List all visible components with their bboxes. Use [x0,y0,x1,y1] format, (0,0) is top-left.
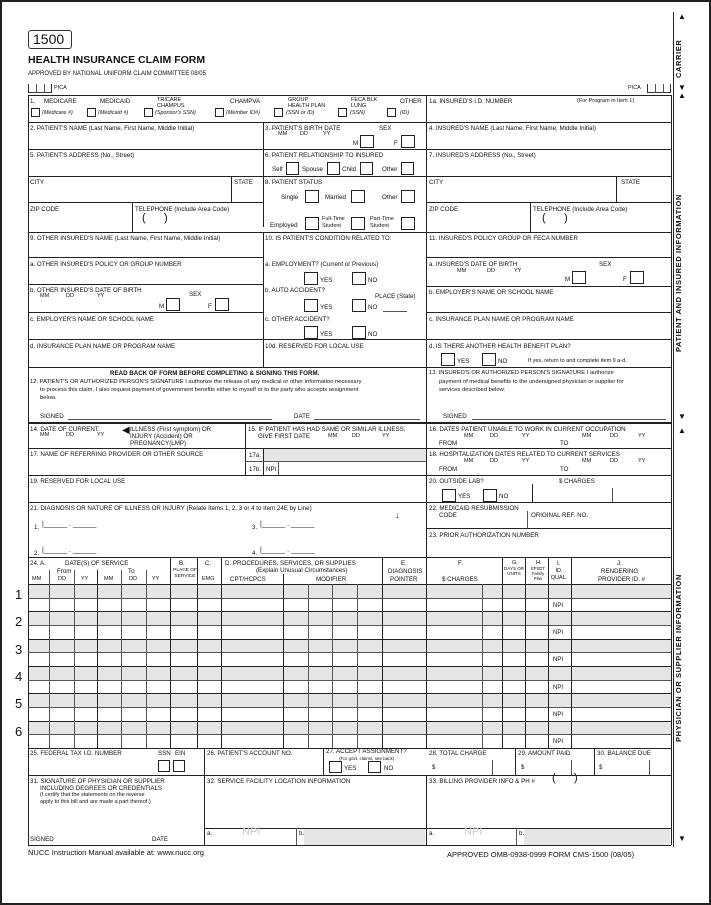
service-line-number: 4 [15,668,23,684]
billing-phone-parens[interactable]: ( ) [552,772,578,784]
patient-arrow-down-icon: ▼ [678,412,686,421]
diag2-field[interactable]: |______ . ______ [42,547,97,554]
diag1-field[interactable]: |______ . ______ [42,521,97,528]
group-plan-label: GROUP HEALTH PLAN [288,97,326,109]
service-line-npi-label: NPI [553,602,564,609]
auto-yes-checkbox[interactable] [304,299,318,312]
service-line-npi-label: NPI [553,629,564,636]
patient-phone-parens[interactable]: ( ) [142,212,168,224]
insured-sex-f-checkbox[interactable] [630,271,644,284]
patient-name-label: 2. PATIENT'S NAME (Last Name, First Name, Middle Initial) [30,125,195,132]
another-plan-no-checkbox[interactable] [482,353,496,366]
carrier-arrow-down-icon: ▼ [678,83,686,92]
patient-side-label: PATIENT AND INSURED INFORMATION [674,194,683,352]
outside-lab-no-checkbox[interactable] [483,489,497,502]
service-line-npi-label: NPI [553,657,564,664]
accept-no-checkbox[interactable] [368,761,381,773]
pt-student-checkbox[interactable] [401,217,415,230]
medicare-checkbox[interactable] [31,108,40,117]
auto-state-field[interactable] [383,311,407,312]
carrier-label: CARRIER [674,39,683,78]
outside-lab-yes-checkbox[interactable] [442,489,456,502]
omb-approval: APPROVED OMB-0938-0999 FORM CMS-1500 (08/05) [447,850,635,859]
champva-checkbox[interactable] [215,108,224,117]
diag4-field[interactable]: |______ . ______ [260,547,315,554]
claim-form-page: 1500 HEALTH INSURANCE CLAIM FORM APPROVED BY NATIONAL UNIFORM CLAIM COMMITTEE 08/05 PICA PICA CARRIER ▲ ▼ PATIENT AND INSURED INFORMATION ▲ ▼ PHYSICIAN OR SUPPLIER INFORMATION ▲ ▼ 1. MEDICARE (Medicare #) MEDICAID (Medicaid #) TRICARE CHAMPUS (Sponsor's SSN) CHAMPVA (Member ID#) GROUP HEALTH PLAN (SSN or ID) FECA BLK LUNG (SSN) OTHER (ID) 1a. INSURED'S I.D. NUMBER (For Program in Item 1) 2. PATIENT'S NAME (Last Name, First Name, Middle Initial) 3. PATIENT'S BIRTH DATE SEX MM DD YY M F 4. INSURED'S NAME (Last Name, First Name, Middle Initial) 5. PATIENT'S ADDRESS (No., Street) 6. PATIENT RELATIONSHIP TO INSURED Self Spouse Child Other 7. INSURED'S ADDRESS (No., Street) CITY STATE 8. PATIENT STATUS Single Married Other CITY STATE ZIP CODE TELEPHONE (Include Area Code) ( ) Employed Full-Time Student Part-Time Student ZIP CODE TELEPHONE (Include Area Code) ( ) 9. OTHER INSURED'S NAME (Last Name, First Name, Middle Initial) 10. IS PATIENT'S CONDITION RELATED TO: 11. INSURED'S POLICY GROUP OR FECA NUMBER a. OTHER INSURED'S POLICY OR GROUP NUMBER a. EMPLOYMENT? (Current or Previous) YES NO a. INSURED'S DATE OF BIRTH SEX MM DD YY M F b. OTHER INSURED'S DATE OF BIRTH MM DD YY SEX M F b. AUTO ACCIDENT? PLACE (State) YES NO b. EMPLOYER'S NAME OR SCHOOL NAME c. EMPLOYER'S NAME OR SCHOOL NAME c. OTHER ACCIDENT? YES NO c. INSURANCE PLAN NAME OR PROGRAM NAME d. INSURANCE PLAN NAME OR PROGRAM NAME 10d. RESERVED FOR LOCAL USE d. IS THERE ANOTHER HEALTH BENEFIT PLAN? YES NO If yes, return to and complete item 9 a-d. READ BACK OF FORM BEFORE COMPLETING & SIGNING THIS FORM. 12. PATIENT'S OR AUTHORIZED PERSON'S SIGNATURE I authorize the release of any medical or other information necessary to process this claim. I also request payment of government benefits either to myself or to the party who accepts assignment below. SIGNED DATE 13. INSURED'S OR AUTHORIZED PERSON'S SIGNATURE I authorize payment of medical benefits to the undersigned physician or supplier for services described below. SIGNED 14. DATE OF CURRENT: MM DD YY ◀ ILLNESS (First symptom) OR INJURY (Accident) OR PREGNANCY(LMP) 15. IF PATIENT HAS HAD SAME OR SIMILAR ILLNESS, GIVE FIRST DATE MM DD YY 16. DATES PATIENT UNABLE TO WORK IN CURRENT OCCUPATION MM DD YY MM DD YY FROM TO 17. NAME OF REFERRING PROVIDER OR OTHER SOURCE 17a. 17b. NPI 18. HOSPITALIZATION DATES RELATED TO CURRENT SERVICES MM DD YY MM DD YY FROM TO 19. RESERVED FOR LOCAL USE 20. OUTSIDE LAB? $ CHARGES YES NO 21. DIAGNOSIS OR NATURE OF ILLNESS OR INJURY (Relate Items 1, 2, 3 or 4 to Item 24E by Line) ↓ 1. |______ . ______ 3. |______ . ______ 2. |______ . ______ 4. |______ . ______ 22. MEDICAID RESUBMISSION CODE ORIGINAL REF. NO. 23. PRIOR AUTHORIZATION NUMBER 24. A. DATE(S) OF SERVICE From To MM DD YY MM DD YY B. PLACE OF SERVICE C. EMG D. PROCEDURES, SERVICES, OR SUPPLIES (Explain Unusual Circumstances) CPT/HCPCS MODIFIER E. DIAGNOSIS POINTER F. $ CHARGES G. DAYS OR UNITS H. EPSDT Family Plan I. ID. QUAL. J. RENDERING PROVIDER ID. # 1 NPI 2 NPI 3 NPI 4 NPI 5 NPI 6 NPI 25. FEDERAL TAX I.D. NUMBER SSN EIN 26. PATIENT'S ACCOUNT NO. 27. ACCEPT ASSIGNMENT? (For govt. claims, see back) YES NO 28. TOTAL CHARGE $ 29. AMOUNT PAID $ 30. BALANCE DUE $ 31. SIGNATURE OF PHYSICIAN OR SUPPLIER INCLUDING DEGREES OR CREDENTIALS (I certify that the statements on the reverse apply to this bill and are made a part thereof.) SIGNED DATE 32. SERVICE FACILITY LOCATION INFORMATION 33. BILLING PROVIDER INFO & PH # ( ) a. NPI b. a. NPI b. NUCC Instruction Manual available at: www.nucc.org APPROVED OMB-0938-0999 FORM CMS-1500 (08/05) [0,0,711,905]
service-line-shaded-row [29,585,671,598]
service-line-shaded-row [29,667,671,680]
ssn-checkbox[interactable] [158,760,170,772]
insured-sex-m-checkbox[interactable] [572,271,586,284]
service-line-entry[interactable] [29,734,671,748]
npi-watermark-32: NPI [242,826,261,838]
sig12-date-line[interactable] [314,419,420,420]
pica-left-boxes[interactable] [28,84,52,93]
service-line-shaded-row [29,612,671,625]
ft-student-checkbox[interactable] [351,217,365,230]
insured-id-label: 1a. INSURED'S I.D. NUMBER [429,98,513,105]
employment-no-checkbox[interactable] [352,272,366,285]
patient-sex-f-checkbox[interactable] [401,135,415,148]
carrier-arrow-up-icon: ▲ [678,12,686,21]
other-sex-f-checkbox[interactable] [215,298,229,311]
feca-label: FECA BLK LUNG [351,97,378,109]
service-line-number: 3 [15,641,23,657]
form-number: 1500 [33,31,65,47]
service-line-entry[interactable] [29,625,671,639]
medicare-label: MEDICARE [44,98,77,105]
form-title: HEALTH INSURANCE CLAIM FORM [28,54,206,66]
insured-phone-parens[interactable]: ( ) [542,212,568,224]
npi-watermark-33: NPI [464,826,483,838]
other-checkbox[interactable] [387,108,396,117]
service-line-shaded-row [29,640,671,653]
service-line-number: 6 [15,723,23,739]
ein-checkbox[interactable] [173,760,185,772]
service-line-shaded-row [29,722,671,735]
feca-checkbox[interactable] [338,108,347,117]
service-line-npi-label: NPI [553,684,564,691]
medicaid-checkbox[interactable] [87,108,96,117]
service-line-entry[interactable] [29,598,671,612]
nucc-note: NUCC Instruction Manual available at: www.nucc.org [28,848,204,857]
other-accident-no-checkbox[interactable] [352,326,366,339]
other-accident-yes-checkbox[interactable] [304,326,318,339]
pica-right-boxes[interactable] [647,84,671,93]
other-label: OTHER [400,98,422,105]
service-line-number: 2 [15,614,23,630]
pica-left-label: PICA [54,85,67,91]
service-line-entry[interactable] [29,707,671,721]
tricare-label: TRICARE CHAMPUS [157,97,185,109]
patient-arrow-up-icon: ▲ [678,91,686,100]
physician-arrow-up-icon: ▲ [678,426,686,435]
service-line-npi-label: NPI [553,739,564,746]
sig12-signed-line[interactable] [68,419,272,420]
other-sex-m-checkbox[interactable] [166,298,180,311]
rel-spouse-checkbox[interactable] [327,162,340,175]
diagnosis-arrow-icon: ↓ [395,510,400,520]
rel-other-checkbox[interactable] [401,162,414,175]
status-married-checkbox[interactable] [351,190,365,203]
medicaid-label: MEDICAID [100,98,131,105]
pica-right-label: PICA [628,85,641,91]
patient-sex-m-checkbox[interactable] [360,135,374,148]
accept-yes-checkbox[interactable] [329,761,342,773]
physician-arrow-down-icon: ▼ [678,834,686,843]
sig13-signed-line[interactable] [472,419,666,420]
rel-self-checkbox[interactable] [286,162,299,175]
current-pointer-icon: ◀ [122,425,130,436]
physician-side-label: PHYSICIAN OR SUPPLIER INFORMATION [674,573,683,742]
service-line-entry[interactable] [29,652,671,666]
status-single-checkbox[interactable] [305,190,319,203]
champva-label: CHAMPVA [230,98,261,105]
service-line-shaded-row [29,694,671,707]
status-other-checkbox[interactable] [401,190,415,203]
employed-checkbox[interactable] [305,217,319,230]
diag3-field[interactable]: |______ . ______ [260,521,315,528]
auto-no-checkbox[interactable] [352,299,366,312]
service-line-number: 1 [15,587,23,602]
rel-child-checkbox[interactable] [360,162,373,175]
service-line-npi-label: NPI [553,711,564,718]
approved-by: APPROVED BY NATIONAL UNIFORM CLAIM COMMITTEE 08/05 [28,71,206,77]
group-plan-checkbox[interactable] [274,108,283,117]
another-plan-yes-checkbox[interactable] [441,353,455,366]
tricare-checkbox[interactable] [144,108,153,117]
service-line-number: 5 [15,696,23,712]
service-line-entry[interactable] [29,680,671,694]
employment-yes-checkbox[interactable] [304,272,318,285]
